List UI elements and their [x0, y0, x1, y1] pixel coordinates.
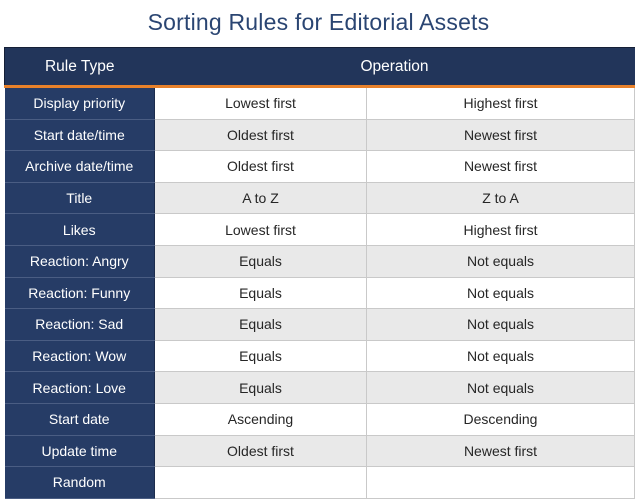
operation-cell: Not equals: [367, 277, 635, 309]
rule-type-cell: Display priority: [5, 87, 155, 120]
operation-cell: Not equals: [367, 340, 635, 372]
page-title: Sorting Rules for Editorial Assets: [147, 9, 490, 35]
table-row: [5, 340, 635, 372]
rule-type-cell: Reaction: Funny: [5, 277, 155, 309]
rule-type-cell: Likes: [5, 214, 155, 246]
table-row: [5, 119, 635, 151]
operation-cell: Oldest first: [155, 151, 367, 183]
operation-cell: Equals: [155, 340, 367, 372]
rule-type-cell: Reaction: Sad: [5, 309, 155, 341]
operation-cell: Not equals: [367, 372, 635, 404]
operation-cell: Newest first: [367, 151, 635, 183]
table-header-row: [5, 48, 635, 87]
table-row: [5, 245, 635, 277]
operation-cell: Oldest first: [155, 435, 367, 467]
rule-type-cell: Start date/time: [5, 119, 155, 151]
operation-cell: Not equals: [367, 245, 635, 277]
rule-type-cell: Random: [5, 467, 155, 499]
operation-cell: Newest first: [367, 435, 635, 467]
sorting-rules-table: [4, 47, 635, 499]
table-row: [5, 467, 635, 499]
operation-cell: Highest first: [367, 87, 635, 120]
table-row: [5, 403, 635, 435]
operation-cell: A to Z: [155, 182, 367, 214]
operation-cell: Ascending: [155, 403, 367, 435]
operation-cell: Equals: [155, 372, 367, 404]
rule-type-cell: Reaction: Wow: [5, 340, 155, 372]
operation-cell: Newest first: [367, 119, 635, 151]
table-row: [5, 372, 635, 404]
operation-cell: Z to A: [367, 182, 635, 214]
rule-type-cell: Start date: [5, 403, 155, 435]
rule-type-cell: Reaction: Angry: [5, 245, 155, 277]
table-row: [5, 214, 635, 246]
rule-type-cell: Archive date/time: [5, 151, 155, 183]
operation-cell: Highest first: [367, 214, 635, 246]
operation-cell: Descending: [367, 403, 635, 435]
rule-type-cell: Update time: [5, 435, 155, 467]
rule-type-cell: Title: [5, 182, 155, 214]
operation-cell: [367, 467, 635, 499]
operation-cell: Equals: [155, 245, 367, 277]
operation-cell: Lowest first: [155, 87, 367, 120]
table-row: [5, 277, 635, 309]
operation-cell: Oldest first: [155, 119, 367, 151]
table-row: [5, 87, 635, 120]
operation-cell: Lowest first: [155, 214, 367, 246]
header-rule-type: Rule Type: [5, 48, 155, 87]
table-row: [5, 182, 635, 214]
rule-type-cell: Reaction: Love: [5, 372, 155, 404]
table-row: [5, 151, 635, 183]
header-operation: Operation: [155, 48, 635, 87]
operation-cell: Equals: [155, 277, 367, 309]
table-row: [5, 435, 635, 467]
operation-cell: Equals: [155, 309, 367, 341]
table-row: [5, 309, 635, 341]
operation-cell: [155, 467, 367, 499]
operation-cell: Not equals: [367, 309, 635, 341]
